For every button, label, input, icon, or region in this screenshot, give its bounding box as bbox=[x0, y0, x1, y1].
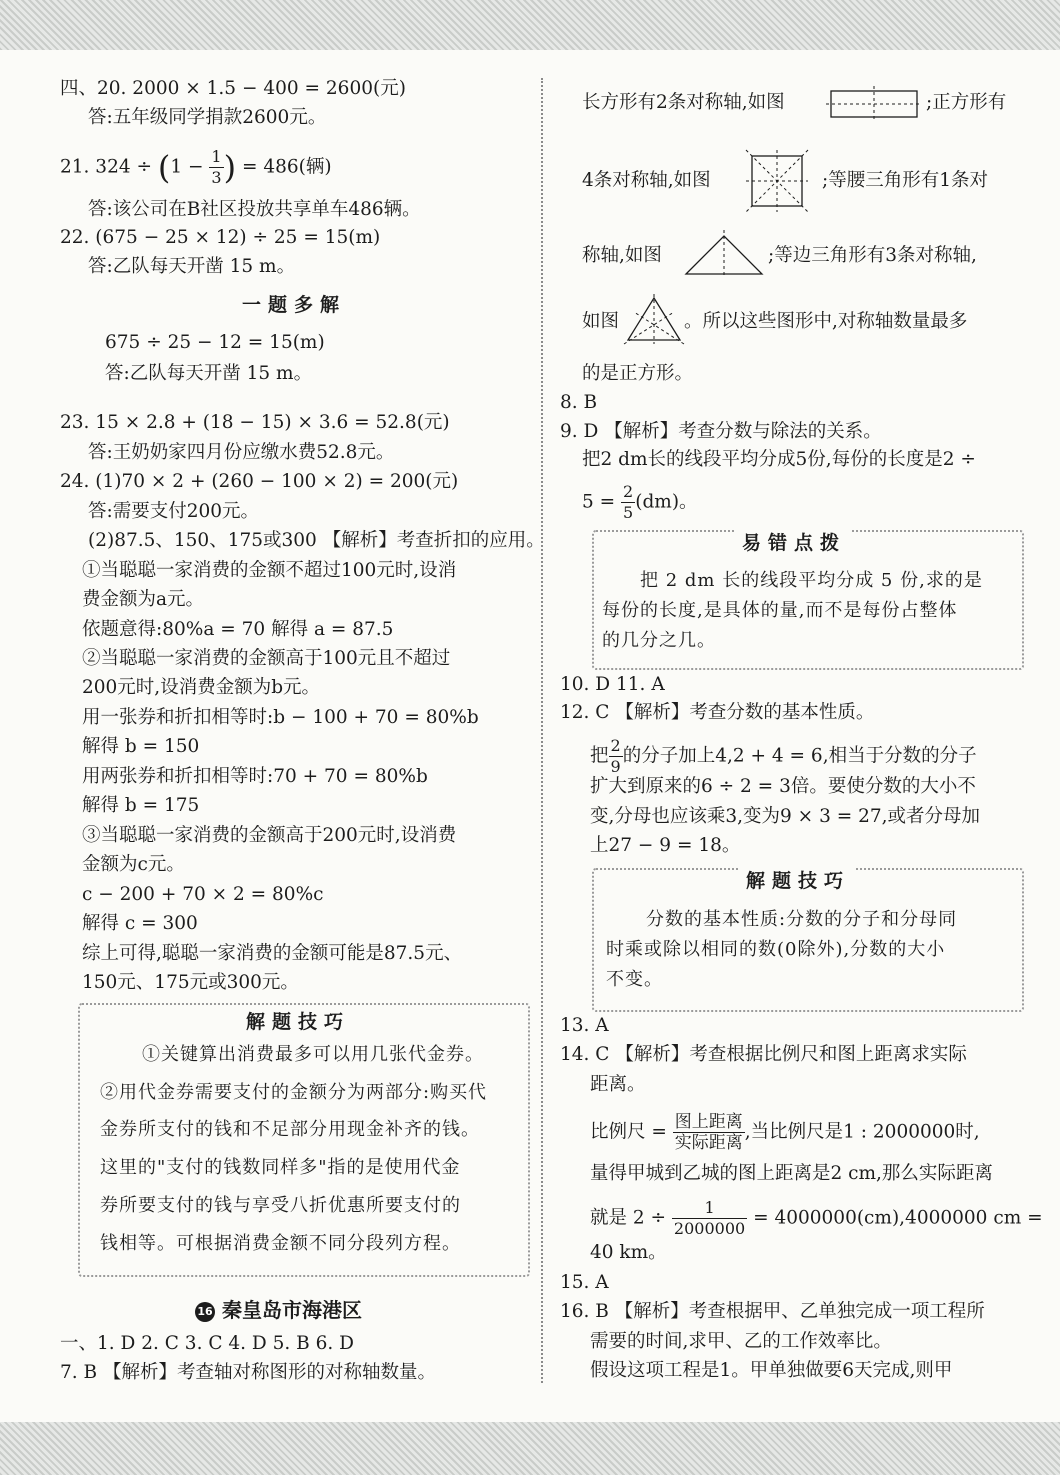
q7-rect-text: 长方形有2条对称轴,如图 bbox=[582, 92, 785, 113]
q7-square-text: ;正方形有 bbox=[926, 92, 1007, 113]
q24-case1-line1: ①当聪聪一家消费的金额不超过100元时,设消 bbox=[82, 560, 457, 581]
error-tip-heading: 易错点拨 bbox=[736, 530, 852, 556]
q7-square-axes-text: 4条对称轴,如图 bbox=[582, 170, 711, 191]
alt-solution-answer: 答:乙队每天开凿 15 m。 bbox=[105, 363, 313, 384]
region-badge: 16 bbox=[195, 1302, 215, 1322]
q23-answer: 答:王奶奶家四月份应缴水费52.8元。 bbox=[88, 442, 395, 463]
tips-line2: ②用代金券需要支付的金额分为两部分:购买代 bbox=[100, 1082, 488, 1103]
bottom-decorative-band bbox=[0, 1422, 1060, 1475]
square-axes-figure bbox=[742, 152, 818, 210]
q24-answer: 答:需要支付200元。 bbox=[88, 501, 260, 522]
q9-explanation-line1: 把2 dm长的线段平均分成5份,每份的长度是2 ÷ bbox=[582, 449, 976, 470]
isosceles-triangle-figure bbox=[682, 230, 766, 278]
q23-equation: 23. 15 × 2.8 + (18 − 15) × 3.6 = 52.8(元) bbox=[60, 412, 450, 433]
q14-explanation-line1: 距离。 bbox=[590, 1074, 646, 1095]
q7-conclusion-text: 。所以这些图形中,对称轴数量最多 bbox=[684, 311, 968, 332]
q24-case1-line2: 费金额为a元。 bbox=[82, 589, 205, 610]
q21-equation: 21. 324 ÷ (1 − $\frac{1}{3}$ ) = 486(辆) bbox=[60, 147, 332, 187]
q24-case1-line3: 依题意得:80%a = 70 解得 a = 87.5 bbox=[82, 619, 394, 640]
q14-explanation-line4: 就是 2 ÷ $\frac{1}{2000000}$ = 4000000(cm),4000000 cm = bbox=[590, 1198, 1043, 1238]
q14-answer: 14. C 【解析】考查根据比例尺和图上距离求实际 bbox=[560, 1044, 967, 1065]
q12-explanation-line1: 把 $\frac{2}{9}$ 的分子加上4,2 + 4 = 6,相当于分数的分子 bbox=[590, 736, 977, 776]
q14-explanation-line3: 量得甲城到乙城的图上距离是2 cm,那么实际距离 bbox=[590, 1163, 993, 1184]
region-heading: 16 秦皇岛市海港区 bbox=[195, 1297, 362, 1323]
q14-explanation-line5: 40 km。 bbox=[590, 1242, 667, 1263]
q24-part2: (2)87.5、150、175或300 【解析】考查折扣的应用。 bbox=[88, 530, 545, 551]
q22-answer: 答:乙队每天开凿 15 m。 bbox=[88, 256, 296, 277]
tips-line3: 金券所支付的钱和不足部分用现金补齐的钱。 bbox=[100, 1119, 480, 1140]
q24-case3-line2: 金额为c元。 bbox=[82, 854, 185, 875]
tips2-line2: 时乘或除以相同的数(0除外),分数的大小 bbox=[606, 939, 946, 960]
error-tip-line3: 的几分之几。 bbox=[602, 630, 716, 651]
q7-isosceles-axes-text: 称轴,如图 bbox=[582, 245, 662, 266]
q16-explanation-line2: 假设这项工程是1。甲单独做要6天完成,则甲 bbox=[590, 1360, 953, 1381]
section1-answers: 一、1. D 2. C 3. C 4. D 5. B 6. D bbox=[60, 1333, 354, 1354]
alt-solution-equation: 675 ÷ 25 − 12 = 15(m) bbox=[105, 332, 325, 353]
q24-case2-line1: ②当聪聪一家消费的金额高于100元且不超过 bbox=[82, 648, 451, 669]
error-tip-line2: 每份的长度,是具体的量,而不是每份占整体 bbox=[602, 600, 958, 621]
tips2-heading: 解题技巧 bbox=[740, 868, 856, 894]
column-divider bbox=[541, 78, 543, 1383]
q16-answer: 16. B 【解析】考查根据甲、乙单独完成一项工程所 bbox=[560, 1301, 985, 1322]
error-tip-line1: 把 2 dm 长的线段平均分成 5 份,求的是 bbox=[640, 570, 983, 591]
q20-equation: 四、20. 2000 × 1.5 − 400 = 2600(元) bbox=[60, 78, 406, 99]
q13-answer: 13. A bbox=[560, 1015, 609, 1036]
multi-solution-heading: 一题多解 bbox=[242, 294, 347, 316]
tips-line1: ①关键算出消费最多可以用几张代金券。 bbox=[142, 1044, 484, 1065]
q12-explanation-line2: 扩大到原来的6 ÷ 2 = 3倍。要使分数的大小不 bbox=[590, 776, 976, 797]
q15-answer: 15. A bbox=[560, 1272, 609, 1293]
q7-equilateral-axes-text: 如图 bbox=[582, 311, 620, 332]
top-decorative-band bbox=[0, 0, 1060, 50]
q24-case2-line5: 用两张券和折扣相等时:70 + 70 = 80%b bbox=[82, 766, 428, 787]
q7-isosceles-text: ;等腰三角形有1条对 bbox=[822, 170, 989, 191]
q14-explanation-line2: 比例尺 = $\frac{\text{图上距离}}{\text{实际距离}}$ ,当比例尺是1 : 2000000时, bbox=[590, 1112, 980, 1153]
q24-case2-line2: 200元时,设消费金额为b元。 bbox=[82, 677, 321, 698]
q8-answer: 8. B bbox=[560, 392, 598, 413]
q20-answer: 答:五年级同学捐款2600元。 bbox=[88, 107, 327, 128]
q16-explanation-line1: 需要的时间,求甲、乙的工作效率比。 bbox=[590, 1331, 892, 1352]
q24-case2-line3: 用一张券和折扣相等时:b − 100 + 70 = 80%b bbox=[82, 707, 479, 728]
q12-answer: 12. C 【解析】考查分数的基本性质。 bbox=[560, 702, 875, 723]
q9-explanation-line2: 5 = $\frac{2}{5}$ (dm)。 bbox=[582, 482, 698, 522]
q24-summary-line2: 150元、175元或300元。 bbox=[82, 972, 299, 993]
tips-line4: 这里的"支付的钱数同样多"指的是使用代金 bbox=[100, 1157, 461, 1178]
tips-line5: 券所要支付的钱与享受八折优惠所要支付的 bbox=[100, 1195, 461, 1216]
q9-answer: 9. D 【解析】考查分数与除法的关系。 bbox=[560, 421, 882, 442]
q24-case3-line4: 解得 c = 300 bbox=[82, 913, 198, 934]
q12-explanation-line4: 上27 − 9 = 18。 bbox=[590, 835, 741, 856]
equilateral-triangle-figure bbox=[624, 294, 684, 346]
q24-case2-line6: 解得 b = 175 bbox=[82, 795, 200, 816]
q7-conclusion-end: 的是正方形。 bbox=[582, 363, 694, 384]
q7-equilateral-text: ;等边三角形有3条对称轴, bbox=[768, 245, 977, 266]
q12-explanation-line3: 变,分母也应该乘3,变为9 × 3 = 27,或者分母加 bbox=[590, 806, 981, 827]
q7-answer: 7. B 【解析】考查轴对称图形的对称轴数量。 bbox=[60, 1362, 437, 1383]
q24-equation: 24. (1)70 × 2 + (260 − 100 × 2) = 200(元) bbox=[60, 471, 459, 492]
q24-case3-line1: ③当聪聪一家消费的金额高于200元时,设消费 bbox=[82, 825, 457, 846]
q24-case2-line4: 解得 b = 150 bbox=[82, 736, 200, 757]
tips-line6: 钱相等。可根据消费金额不同分段列方程。 bbox=[100, 1233, 461, 1254]
q22-equation: 22. (675 − 25 × 12) ÷ 25 = 15(m) bbox=[60, 227, 381, 248]
q10-q11-answers: 10. D 11. A bbox=[560, 674, 665, 695]
tips2-line3: 不变。 bbox=[606, 969, 663, 990]
tips2-line1: 分数的基本性质:分数的分子和分母同 bbox=[646, 909, 958, 930]
q21-answer: 答:该公司在B社区投放共享单车486辆。 bbox=[88, 199, 421, 220]
q24-case3-line3: c − 200 + 70 × 2 = 80%c bbox=[82, 884, 324, 905]
tips-heading: 解题技巧 bbox=[240, 1009, 356, 1035]
q24-summary-line1: 综上可得,聪聪一家消费的金额可能是87.5元、 bbox=[82, 943, 463, 964]
rectangle-axes-figure bbox=[830, 90, 918, 118]
